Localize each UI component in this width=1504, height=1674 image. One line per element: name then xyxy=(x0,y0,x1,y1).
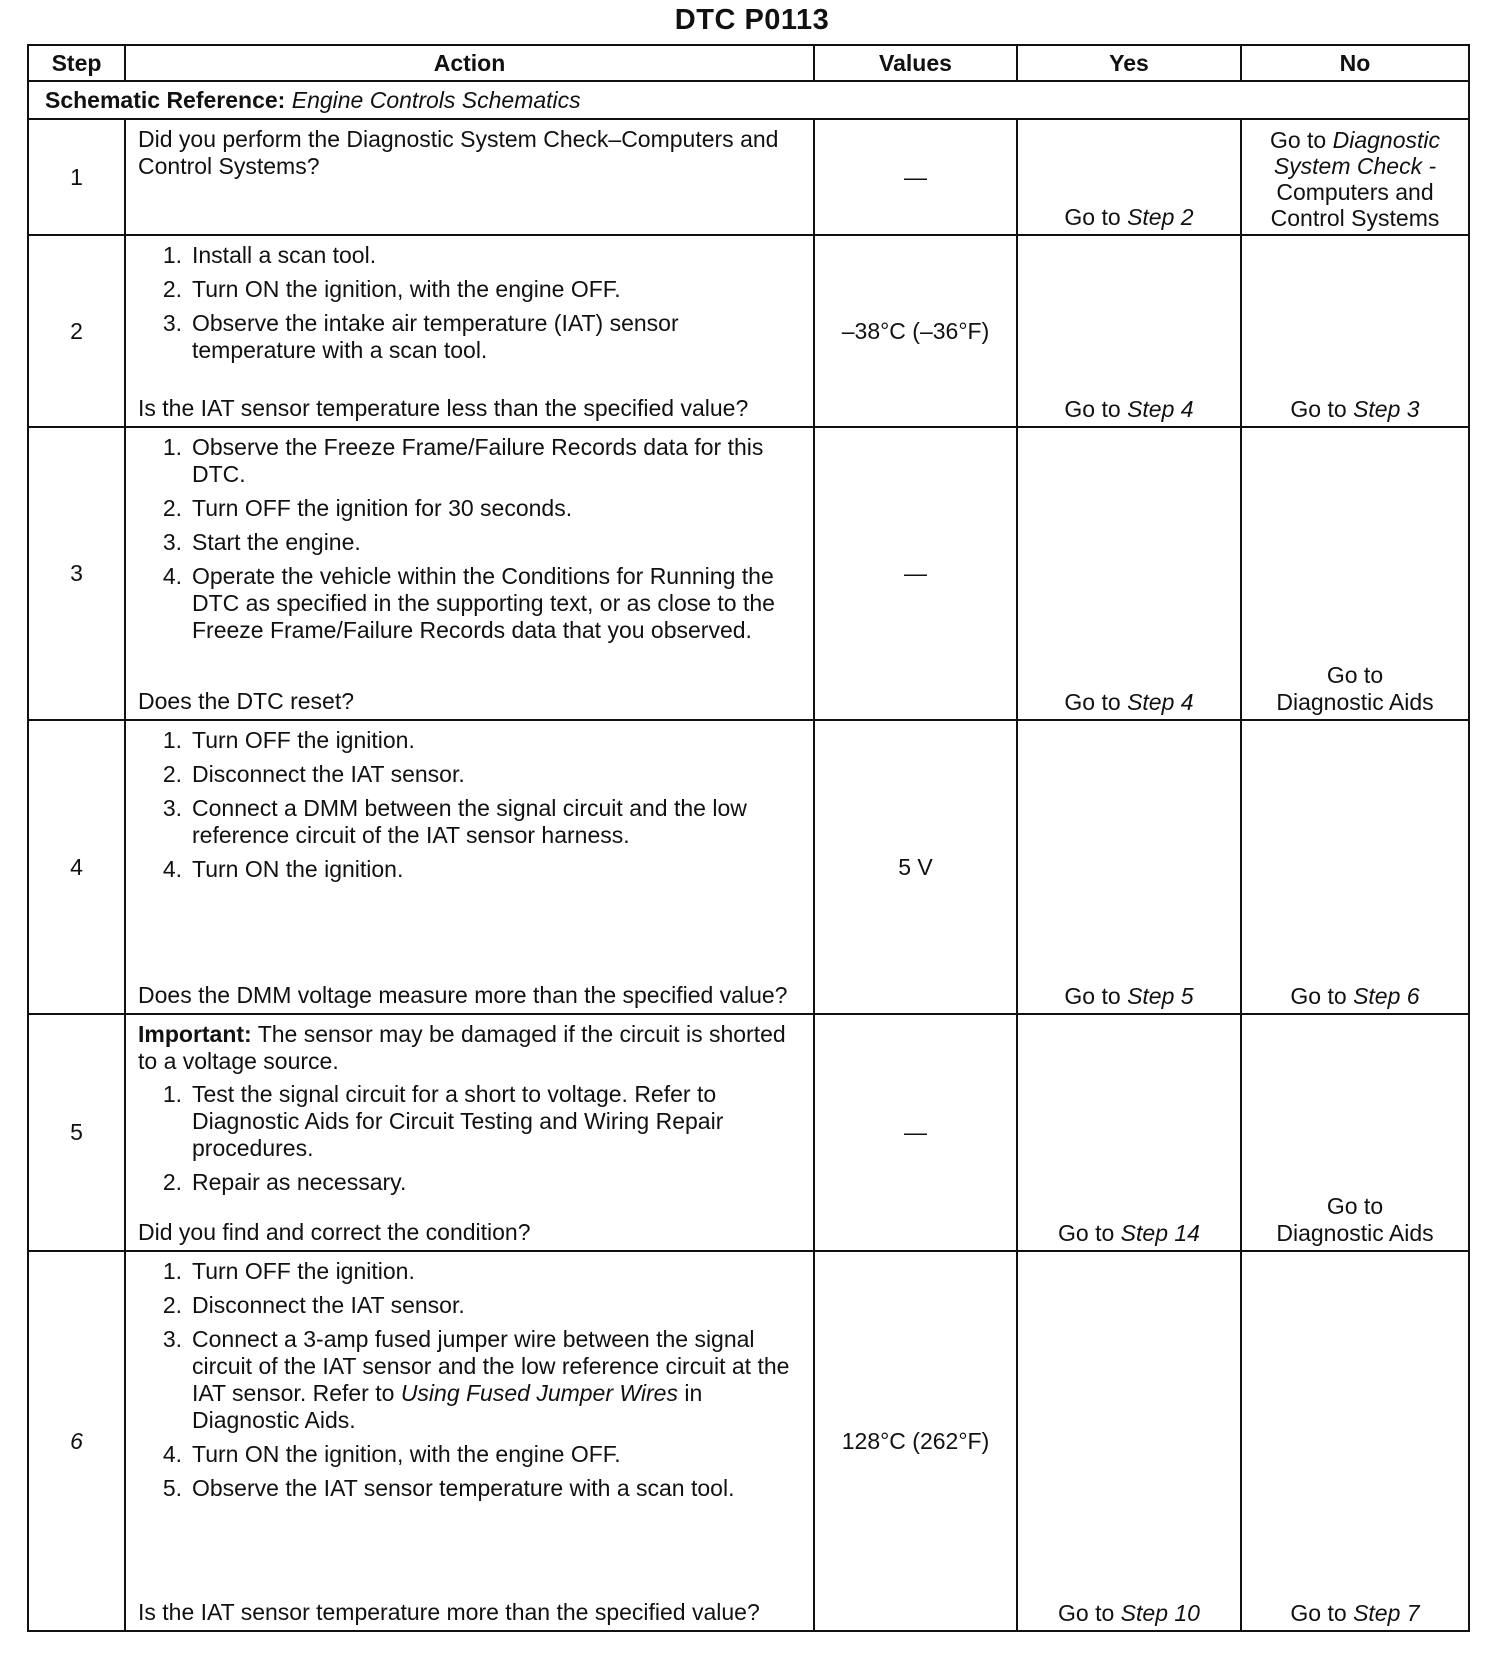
schematic-value: Engine Controls Schematics xyxy=(291,86,581,113)
no-line-3: Computers and xyxy=(1276,179,1434,205)
list-item: 4. Turn ON the ignition. xyxy=(162,856,404,882)
list-item: 3. Observe the intake air temperature (IAT) sensor temperature with a scan tool. xyxy=(162,310,679,363)
no-prefix: Go to xyxy=(1326,662,1384,688)
header-no: No xyxy=(1241,45,1469,81)
yes-target: Step 4 xyxy=(1127,396,1194,422)
list-item: 1. Observe the Freeze Frame/Failure Records data for this DTC. xyxy=(162,434,764,487)
value-cell: — xyxy=(814,119,1017,235)
action-question: Does the DTC reset? xyxy=(138,688,355,714)
step-number: 1 xyxy=(28,119,125,235)
value-cell: — xyxy=(814,1014,1017,1251)
table-row xyxy=(28,1014,1469,1251)
no-cell xyxy=(1241,720,1469,1014)
no-target: Diagnostic Aids xyxy=(1276,1220,1434,1246)
action-cell xyxy=(125,1014,814,1251)
list-item: 3. Start the engine. xyxy=(162,529,361,555)
important-note xyxy=(138,1021,801,1075)
no-cell xyxy=(1241,1251,1469,1631)
schematic-label: Schematic Reference: xyxy=(45,86,286,113)
yes-prefix: Go to xyxy=(1058,1220,1115,1246)
list-item: 4. Turn ON the ignition, with the engine OFF. xyxy=(162,1441,621,1467)
action-cell xyxy=(125,427,814,720)
yes-target: Step 2 xyxy=(1127,204,1194,230)
list-item: 4. Operate the vehicle within the Conditions for Running the DTC as specified in the supporting text, or as close to the Freeze Frame/Failure Records data that you observed. xyxy=(162,563,775,643)
action-cell xyxy=(125,235,814,427)
action-question: Does the DMM voltage measure more than the specified value? xyxy=(138,982,788,1008)
step-number: 3 xyxy=(28,427,125,720)
no-prefix: Go to xyxy=(1290,983,1347,1009)
yes-prefix: Go to xyxy=(1064,689,1121,715)
yes-cell xyxy=(1017,427,1241,720)
step-number: 2 xyxy=(28,235,125,427)
yes-target: Step 4 xyxy=(1127,689,1194,715)
no-cell xyxy=(1241,235,1469,427)
list-item: 1. Test the signal circuit for a short to voltage. Refer to Diagnostic Aids for Circuit Testing and Wiring Repair procedures. xyxy=(162,1081,724,1161)
yes-prefix: Go to xyxy=(1064,983,1121,1009)
action-list xyxy=(138,1081,801,1203)
header-row xyxy=(28,45,1469,81)
schematic-row xyxy=(28,81,1469,119)
no-prefix: Go to xyxy=(1326,1193,1384,1219)
no-cell xyxy=(1241,427,1469,720)
no-cell xyxy=(1241,1014,1469,1251)
yes-cell xyxy=(1017,1014,1241,1251)
step-number: 4 xyxy=(28,720,125,1014)
no-line-4: Control Systems xyxy=(1270,205,1440,231)
yes-cell xyxy=(1017,235,1241,427)
list-item: 2. Disconnect the IAT sensor. xyxy=(162,761,465,787)
no-target: Step 7 xyxy=(1353,1600,1420,1626)
list-item: 2. Disconnect the IAT sensor. xyxy=(162,1292,465,1318)
yes-cell xyxy=(1017,720,1241,1014)
value-cell: –38°C (–36°F) xyxy=(814,235,1017,427)
no-prefix: Go to xyxy=(1290,396,1347,422)
value-cell: — xyxy=(814,427,1017,720)
yes-prefix: Go to xyxy=(1058,1600,1115,1626)
value-cell: 128°C (262°F) xyxy=(814,1251,1017,1631)
no-target: Diagnostic xyxy=(1332,127,1441,153)
table-row xyxy=(28,235,1469,427)
header-yes: Yes xyxy=(1017,45,1241,81)
yes-target: Step 10 xyxy=(1120,1600,1200,1626)
header-values: Values xyxy=(814,45,1017,81)
header-action: Action xyxy=(125,45,814,81)
schematic-reference xyxy=(28,81,1469,119)
page-title: DTC P0113 xyxy=(674,4,830,36)
action-question: Is the IAT sensor temperature more than the specified value? xyxy=(138,1599,760,1625)
no-target: Step 3 xyxy=(1353,396,1420,422)
yes-cell xyxy=(1017,1251,1241,1631)
header-step: Step xyxy=(28,45,125,81)
list-item: 1. Turn OFF the ignition. xyxy=(162,727,415,753)
no-prefix: Go to xyxy=(1269,127,1327,153)
step-number: 6 xyxy=(28,1251,125,1631)
table-row xyxy=(28,427,1469,720)
diagnostic-table xyxy=(27,44,1470,1632)
table-row xyxy=(28,119,1469,235)
value-cell: 5 V xyxy=(814,720,1017,1014)
yes-target: Step 14 xyxy=(1120,1220,1200,1246)
list-item: 1. Turn OFF the ignition. xyxy=(162,1258,415,1284)
list-item: 2. Repair as necessary. xyxy=(162,1169,407,1195)
yes-target: Step 5 xyxy=(1127,983,1194,1009)
action-text: Did you perform the Diagnostic System Check–Computers and Control Systems? xyxy=(138,126,779,179)
list-item: 1. Install a scan tool. xyxy=(162,242,377,268)
action-question: Did you find and correct the condition? xyxy=(138,1219,531,1245)
list-item: 2. Turn ON the ignition, with the engine OFF. xyxy=(162,276,621,302)
important-label: Important: xyxy=(138,1021,252,1047)
list-item: 3. Connect a DMM between the signal circuit and the low reference circuit of the IAT sensor harness. xyxy=(162,795,747,848)
action-cell xyxy=(125,720,814,1014)
action-cell xyxy=(125,1251,814,1631)
table-row xyxy=(28,720,1469,1014)
important-text: The sensor may be damaged if the circuit is shorted to a voltage source. xyxy=(138,1021,786,1074)
action-list xyxy=(138,242,801,371)
list-item: 2. Turn OFF the ignition for 30 seconds. xyxy=(162,495,573,521)
action-question: Is the IAT sensor temperature less than the specified value? xyxy=(138,395,749,421)
list-item: 5. Observe the IAT sensor temperature with a scan tool. xyxy=(162,1475,735,1501)
table-row xyxy=(28,1251,1469,1631)
no-prefix: Go to xyxy=(1290,1600,1347,1626)
yes-prefix: Go to xyxy=(1064,204,1121,230)
action-list xyxy=(138,1258,801,1509)
action-list xyxy=(138,434,801,651)
step-number: 5 xyxy=(28,1014,125,1251)
no-target-2: System Check - xyxy=(1273,153,1437,179)
yes-cell xyxy=(1017,119,1241,235)
yes-prefix: Go to xyxy=(1064,396,1121,422)
no-target: Diagnostic Aids xyxy=(1276,689,1434,715)
list-item: 3. Connect a 3-amp fused jumper wire between the signal circuit of the IAT sensor and the low reference circuit at the IAT sensor. Refer to Using Fused Jumper Wires in Diagnostic Aids. xyxy=(162,1326,790,1433)
action-list xyxy=(138,727,801,890)
no-target: Step 6 xyxy=(1353,983,1420,1009)
no-cell xyxy=(1241,119,1469,235)
action-cell xyxy=(125,119,814,235)
